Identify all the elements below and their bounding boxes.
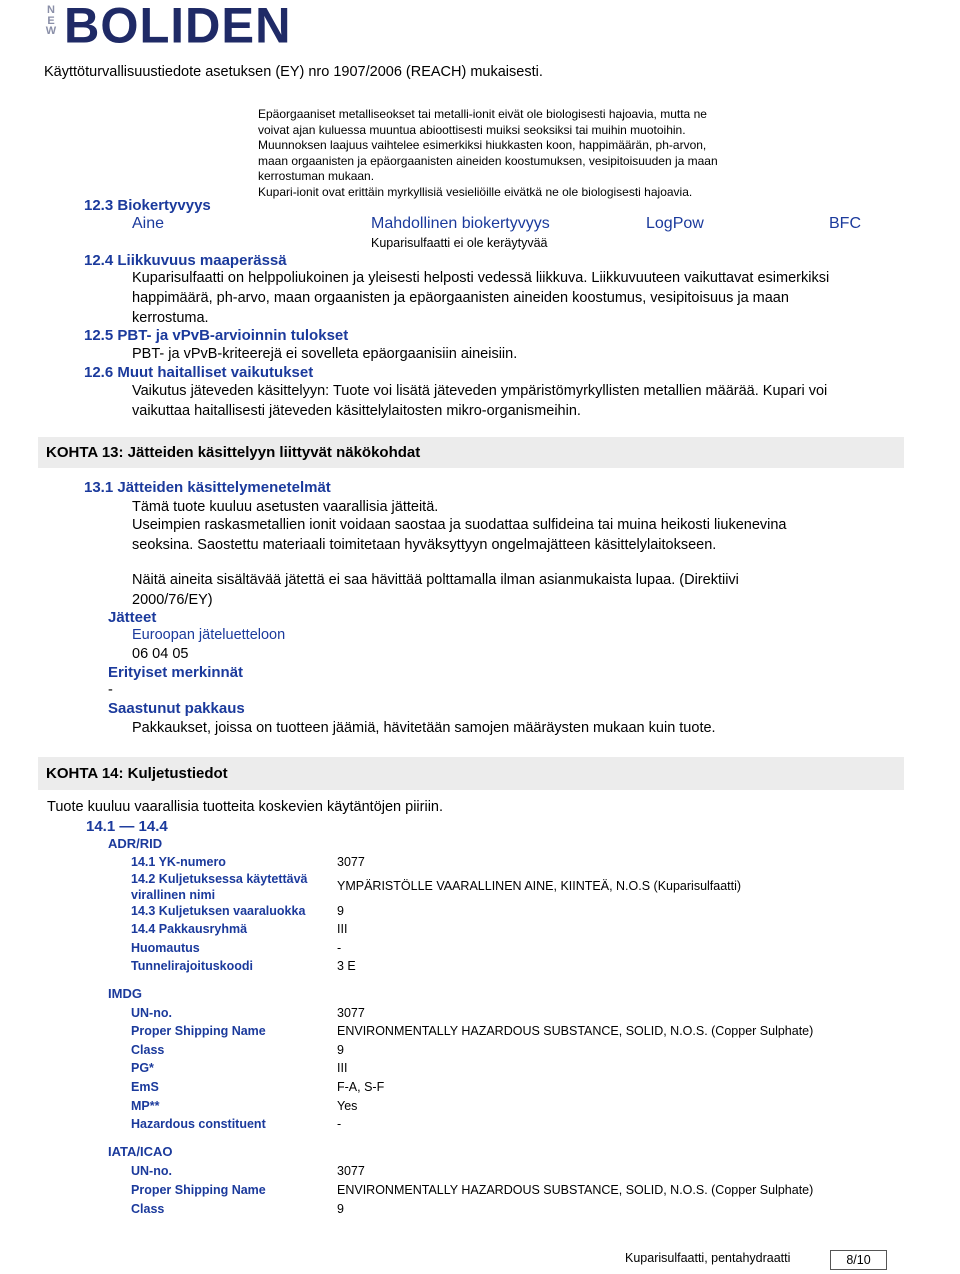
logo-new-letter: N bbox=[47, 4, 55, 16]
imdg-label: Proper Shipping Name bbox=[131, 1024, 266, 1038]
logo-new-mark bbox=[44, 5, 58, 37]
section-12-6-heading: 12.6 Muut haitalliset vaikutukset bbox=[84, 364, 314, 381]
section-13-title: KOHTA 13: Jätteiden käsittelyyn liittyvät näkökohdat bbox=[46, 444, 421, 461]
iata-value: ENVIRONMENTALLY HAZARDOUS SUBSTANCE, SOLID, N.O.S. (Copper Sulphate) bbox=[337, 1183, 814, 1197]
bioaccumulation-value: Kuparisulfaatti ei ole keräytyvää bbox=[371, 236, 548, 250]
erityiset-merkinnat-label: Erityiset merkinnät bbox=[108, 664, 244, 681]
iata-value: 3077 bbox=[337, 1164, 365, 1178]
text-line: voivat ajan kuluessa muuntua abioottisesti muiksi seoksiksi tai muihin muotoihin. bbox=[258, 122, 686, 137]
logo-new-letter: E bbox=[47, 14, 55, 27]
text-line: Vaikutus jäteveden käsittelyyn: Tuote voi lisätä jäteveden ympäristömyrkyllisten metallien määrää. Kupari voi bbox=[132, 383, 828, 399]
imdg-label: MP** bbox=[131, 1099, 160, 1113]
document-header: Käyttöturvallisuustiedote asetuksen (EY) nro 1907/2006 (REACH) mukaisesti. bbox=[44, 64, 543, 80]
adr-value: 3077 bbox=[337, 855, 365, 869]
text-line: maan orgaanisten ja epäorgaanisten aineiden koostumuksen, vesipitoisuuden ja maan bbox=[258, 153, 718, 168]
waste-code: 06 04 05 bbox=[132, 646, 189, 662]
mobility-text bbox=[132, 268, 829, 328]
imdg-label: Class bbox=[131, 1043, 165, 1057]
section-12-5-heading: 12.5 PBT- ja vPvB-arvioinnin tulokset bbox=[84, 327, 349, 344]
adr-label: 14.1 YK-numero bbox=[131, 855, 226, 869]
imdg-value: F-A, S-F bbox=[337, 1080, 385, 1094]
adr-value: 9 bbox=[337, 904, 344, 918]
transport-intro: Tuote kuuluu vaarallisia tuotteita koskevien käytäntöjen piiriin. bbox=[47, 799, 444, 815]
imdg-value: 3077 bbox=[337, 1006, 365, 1020]
iata-label: UN-no. bbox=[131, 1164, 172, 1178]
text-line: Kuparisulfaatti on helppoliukoinen ja yleisesti helposti vedessä liikkuva. Liikkuvuuteen vaikuttavat esimerkiksi bbox=[132, 270, 830, 286]
adr-label: Tunnelirajoituskoodi bbox=[131, 959, 253, 973]
other-effects-text bbox=[132, 381, 827, 421]
text-line: happimäärä, ph-arvo, maan orgaanisten ja epäorgaanisten aineiden koostumus, vesipitoisuus ja maan bbox=[132, 290, 789, 306]
imdg-value: III bbox=[337, 1061, 348, 1075]
adr-label: Huomautus bbox=[131, 941, 200, 955]
column-logpow: LogPow bbox=[646, 215, 704, 232]
column-mahdollinen-biokertyvyys: Mahdollinen biokertyvyys bbox=[371, 215, 550, 232]
imdg-label: EmS bbox=[131, 1080, 159, 1094]
pbt-text: PBT- ja vPvB-kriteerejä ei sovelleta epäorgaanisiin aineisiin. bbox=[132, 346, 518, 362]
adr-value: YMPÄRISTÖLLE VAARALLINEN AINE, KIINTEÄ, N.O.S (Kuparisulfaatti) bbox=[337, 879, 742, 893]
section-13-bar bbox=[38, 437, 904, 468]
text-line: Näitä aineita sisältävää jätettä ei saa hävittää polttamalla ilman asianmukaista lupaa. (Direktiivi bbox=[132, 572, 739, 588]
imdg-value: ENVIRONMENTALLY HAZARDOUS SUBSTANCE, SOLID, N.O.S. (Copper Sulphate) bbox=[337, 1024, 814, 1038]
section-12-4-heading: 12.4 Liikkuvuus maaperässä bbox=[84, 252, 287, 269]
disposal-text-1: Tämä tuote kuuluu asetusten vaarallisia jätteitä. bbox=[132, 499, 439, 515]
euroopan-jateluettelo: Euroopan jäteluetteloon bbox=[132, 627, 286, 643]
adr-label: 14.2 Kuljetuksessa käytettävä virallinen nimi bbox=[131, 872, 308, 902]
iata-label: Class bbox=[131, 1202, 165, 1216]
text-line: 2000/76/EY) bbox=[132, 592, 213, 608]
text-line: seoksina. Saostettu materiaali toimitetaan hyväksyttyyn ongelmajätteen käsittelylaitokseen. bbox=[132, 537, 717, 553]
section-14-bar bbox=[38, 757, 904, 790]
adr-value: - bbox=[337, 941, 342, 955]
imdg-title: IMDG bbox=[108, 986, 142, 1001]
disposal-text-2 bbox=[132, 515, 787, 555]
adr-value: 3 E bbox=[337, 959, 356, 973]
erityiset-merkinnat-value: - bbox=[108, 682, 113, 698]
iata-icao-title: IATA/ICAO bbox=[108, 1144, 173, 1159]
text-line: Epäorgaaniset metalliseokset tai metalli-ionit eivät ole biologisesti hajoavia, mutta ne bbox=[258, 107, 707, 121]
imdg-value: - bbox=[337, 1117, 342, 1131]
text-line: vaikuttaa haitallisesti jäteveden käsittelylaitosten mikro-organismeihin. bbox=[132, 403, 581, 419]
adr-label: 14.3 Kuljetuksen vaaraluokka bbox=[131, 904, 306, 918]
adr-label: 14.4 Pakkausryhmä bbox=[131, 922, 248, 936]
section-13-1-heading: 13.1 Jätteiden käsittelymenetelmät bbox=[84, 479, 331, 496]
disposal-text-3 bbox=[132, 570, 739, 610]
column-bfc: BFC bbox=[829, 215, 861, 232]
text-line: Muunnoksen laajuus vaihtelee esimerkiksi hiukkasten koon, happimäärän, ph-arvon, bbox=[258, 138, 707, 153]
iata-label: Proper Shipping Name bbox=[131, 1183, 266, 1197]
imdg-value: 9 bbox=[337, 1043, 344, 1057]
imdg-label: Hazardous constituent bbox=[131, 1117, 266, 1131]
footer-product-name: Kuparisulfaatti, pentahydraatti bbox=[625, 1251, 791, 1265]
section-14-range-heading: 14.1 — 14.4 bbox=[86, 818, 168, 835]
saastunut-pakkaus-value: Pakkaukset, joissa on tuotteen jäämiä, hävitetään samojen määräysten mukaan kuin tuote. bbox=[132, 720, 716, 736]
degradability-text bbox=[258, 107, 718, 201]
adr-rid-title: ADR/RID bbox=[108, 836, 163, 851]
logo-new-letter: W bbox=[45, 25, 57, 37]
imdg-value: Yes bbox=[337, 1099, 358, 1113]
text-line: Kupari-ionit ovat erittäin myrkyllisiä vesieliöille eivätkä ne ole biologisesti hajoavia. bbox=[258, 184, 693, 199]
jatteet-label: Jätteet bbox=[108, 609, 157, 626]
imdg-label: PG* bbox=[131, 1061, 154, 1075]
boliden-logo: BOLIDEN bbox=[64, 0, 292, 54]
adr-value: III bbox=[337, 922, 348, 936]
imdg-label: UN-no. bbox=[131, 1006, 172, 1020]
text-line: kerrostuma. bbox=[132, 310, 209, 326]
iata-value: 9 bbox=[337, 1202, 344, 1216]
section-14-title: KOHTA 14: Kuljetustiedot bbox=[46, 765, 228, 782]
page-number: 8/10 bbox=[830, 1250, 887, 1270]
section-12-3-heading: 12.3 Biokertyvyys bbox=[84, 197, 211, 214]
saastunut-pakkaus-label: Saastunut pakkaus bbox=[108, 700, 245, 717]
column-aine: Aine bbox=[132, 215, 165, 232]
text-line: Useimpien raskasmetallien ionit voidaan saostaa ja suodattaa sulfideina tai muina heikosti liukenevina bbox=[132, 517, 787, 533]
text-line: kerrostuman mukaan. bbox=[258, 169, 375, 184]
